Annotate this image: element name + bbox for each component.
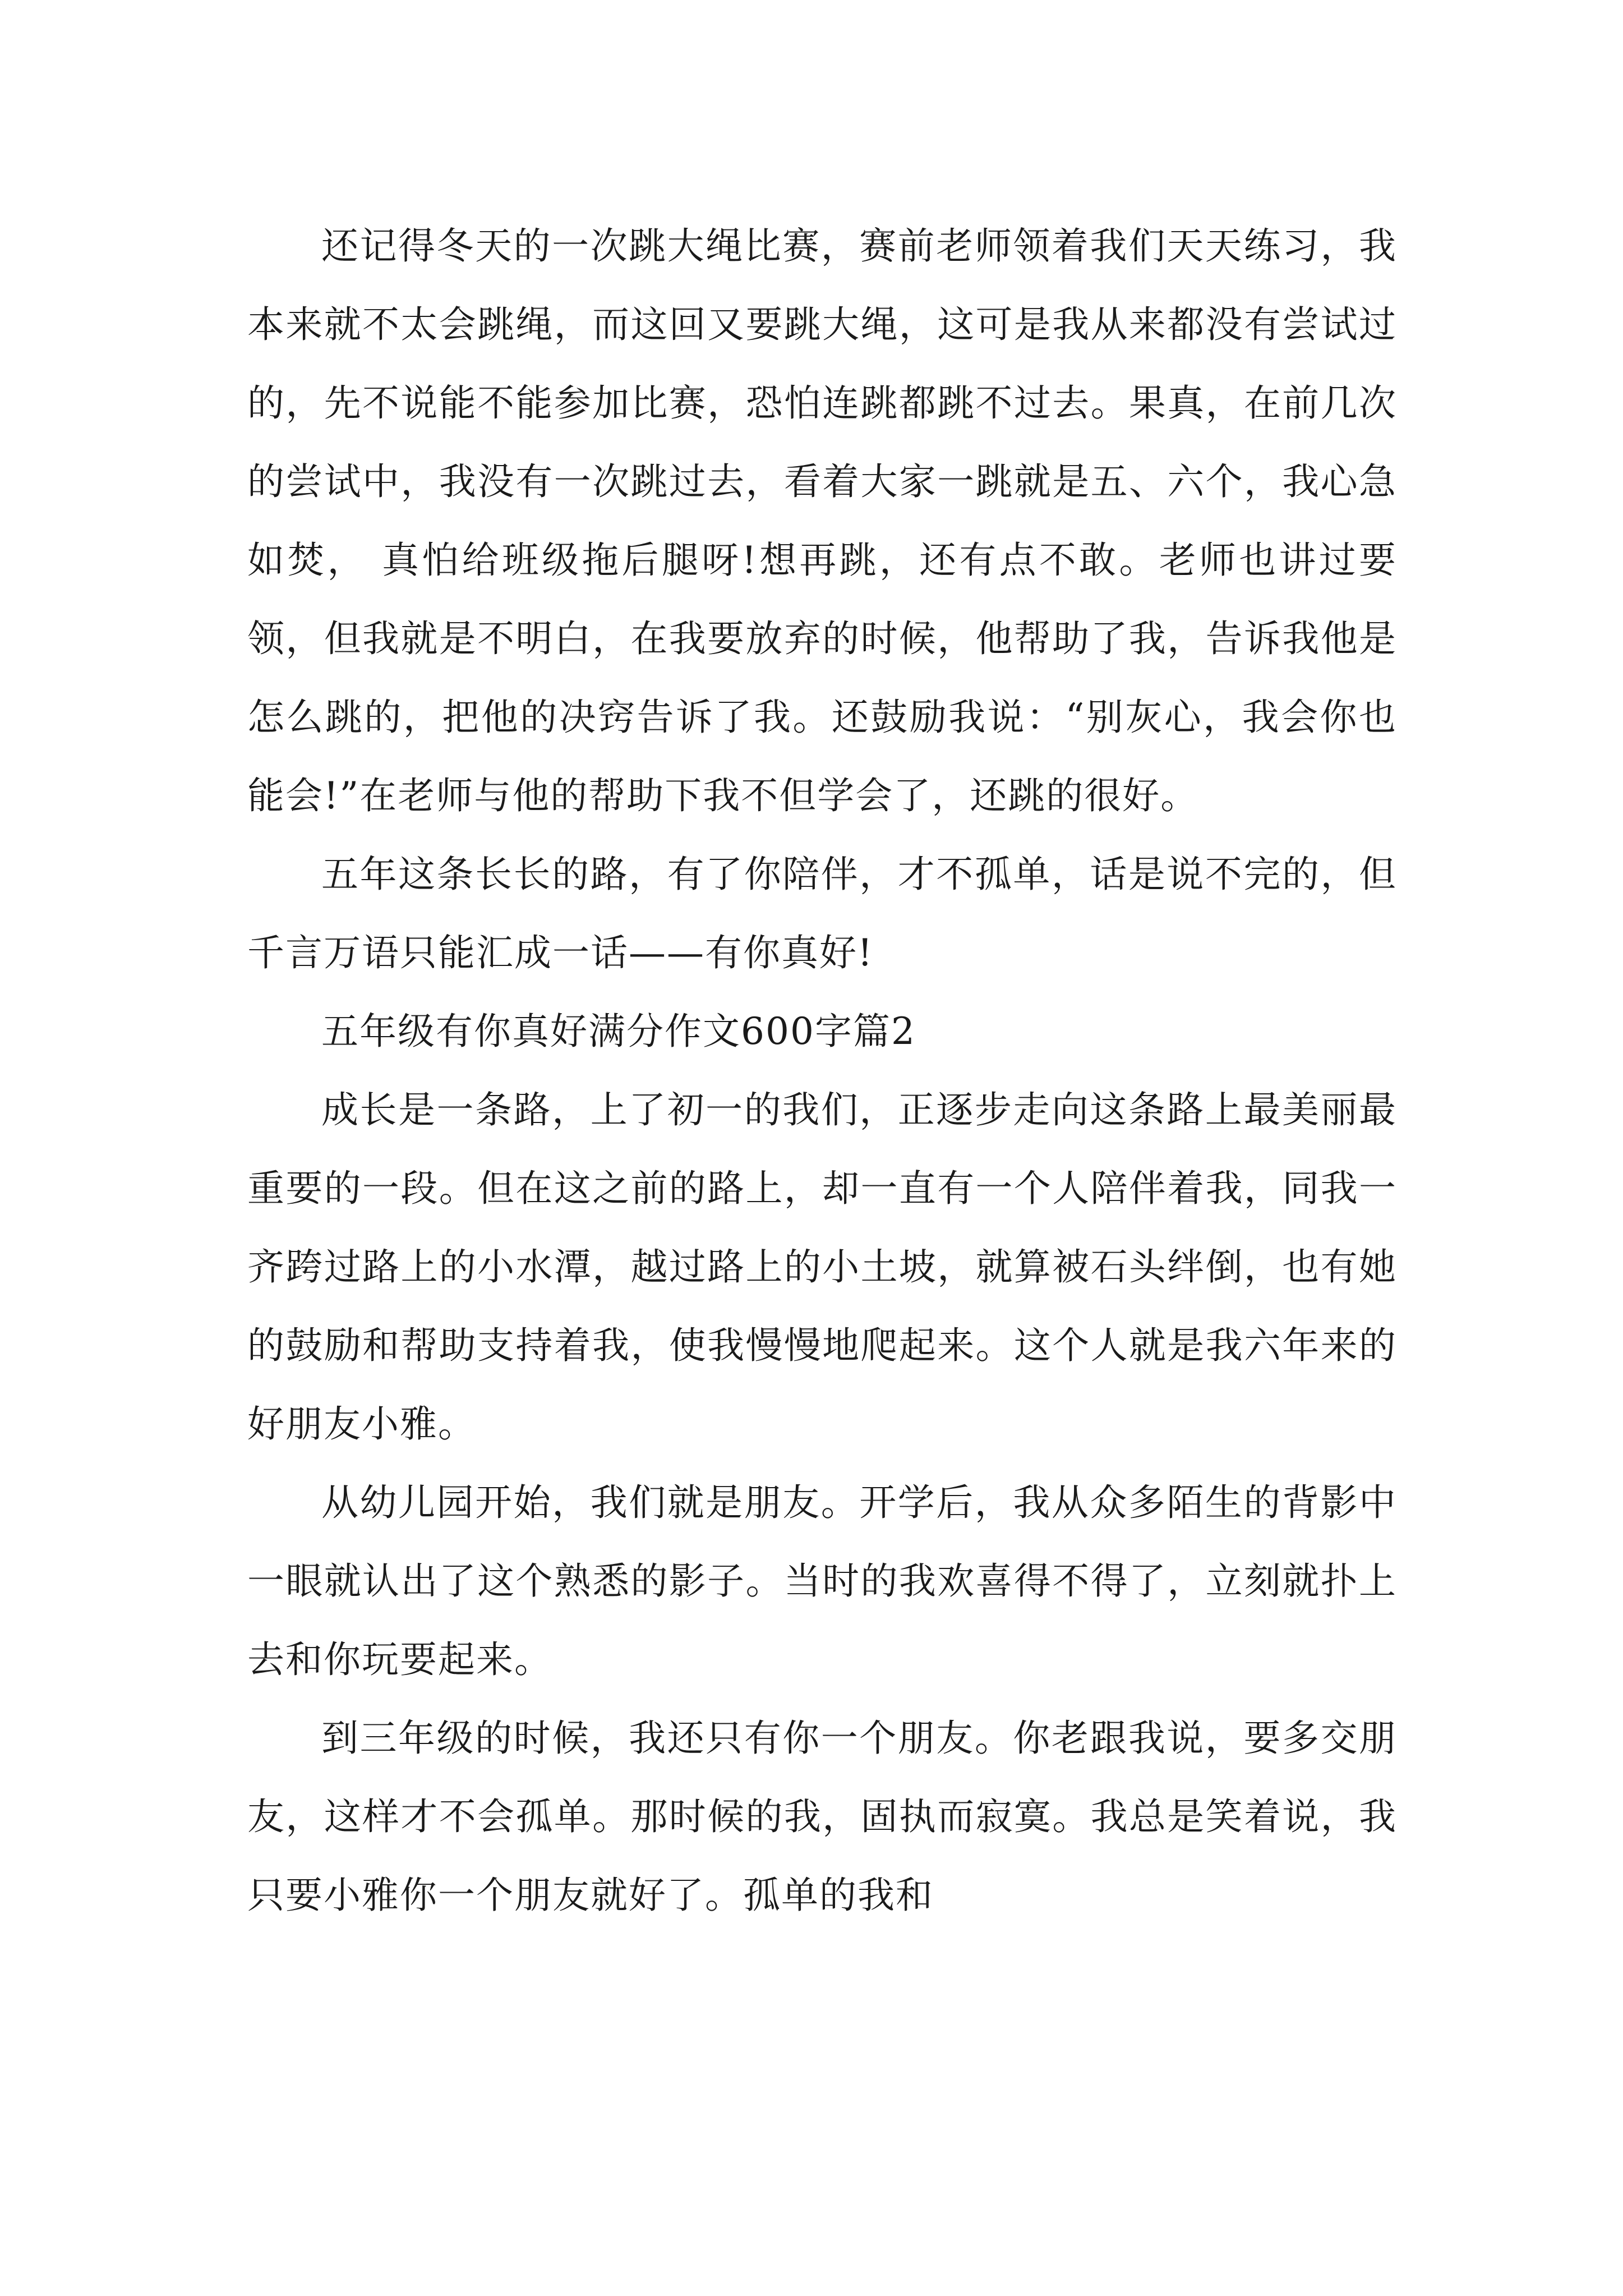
paragraph-kindergarten: 从幼儿园开始，我们就是朋友。开学后，我从众多陌生的背影中一眼就认出了这个熟悉的影子。当时的我欢喜得不得了，立刻就扑上去和你玩要起来。 [247, 1481, 1397, 1681]
section-heading: 五年级有你真好满分作文600字篇2 [321, 1010, 916, 1053]
essay-body [247, 207, 1397, 1935]
paragraph-third-grade: 到三年级的时候，我还只有你一个朋友。你老跟我说，要多交朋友，这样才不会孤单。那时候的我，固执而寂寞。我总是笑着说，我只要小雅你一个朋友就好了。孤单的我和 [247, 1717, 1397, 1917]
paragraph-jump-rope: 还记得冬天的一次跳大绳比赛，赛前老师领着我们天天练习，我本来就不太会跳绳，而这回又要跳大绳，这可是我从来都没有尝试过的，先不说能不能参加比赛，恐怕连跳都跳不过去。果真，在前几次的尝试中，我没有一次跳过去，看着大家一跳就是五、六个，我心急如焚， 真怕给班级拖后腿呀!想再跳，还有点不敢。老师也讲过要领，但我就是不明白，在我要放弃的时候，他帮助了我，告诉我他是怎么跳的，把他的决窍告诉了我。还鼓励我说：“别灰心，我会你也能会!”在老师与他的帮助下我不但学会了，还跳的很好。 [247, 224, 1397, 817]
paragraph-growth-road: 成长是一条路，上了初一的我们，正逐步走向这条路上最美丽最重要的一段。但在这之前的路上，却一直有一个人陪伴着我，同我一齐跨过路上的小水潭，越过路上的小土坡，就算被石头绊倒，也有她的鼓励和帮助支持着我，使我慢慢地爬起来。这个人就是我六年来的好朋友小雅。 [247, 1088, 1397, 1446]
paragraph-five-years: 五年这条长长的路，有了你陪伴，才不孤单，话是说不完的，但千言万语只能汇成一话——有你真好! [247, 853, 1397, 974]
